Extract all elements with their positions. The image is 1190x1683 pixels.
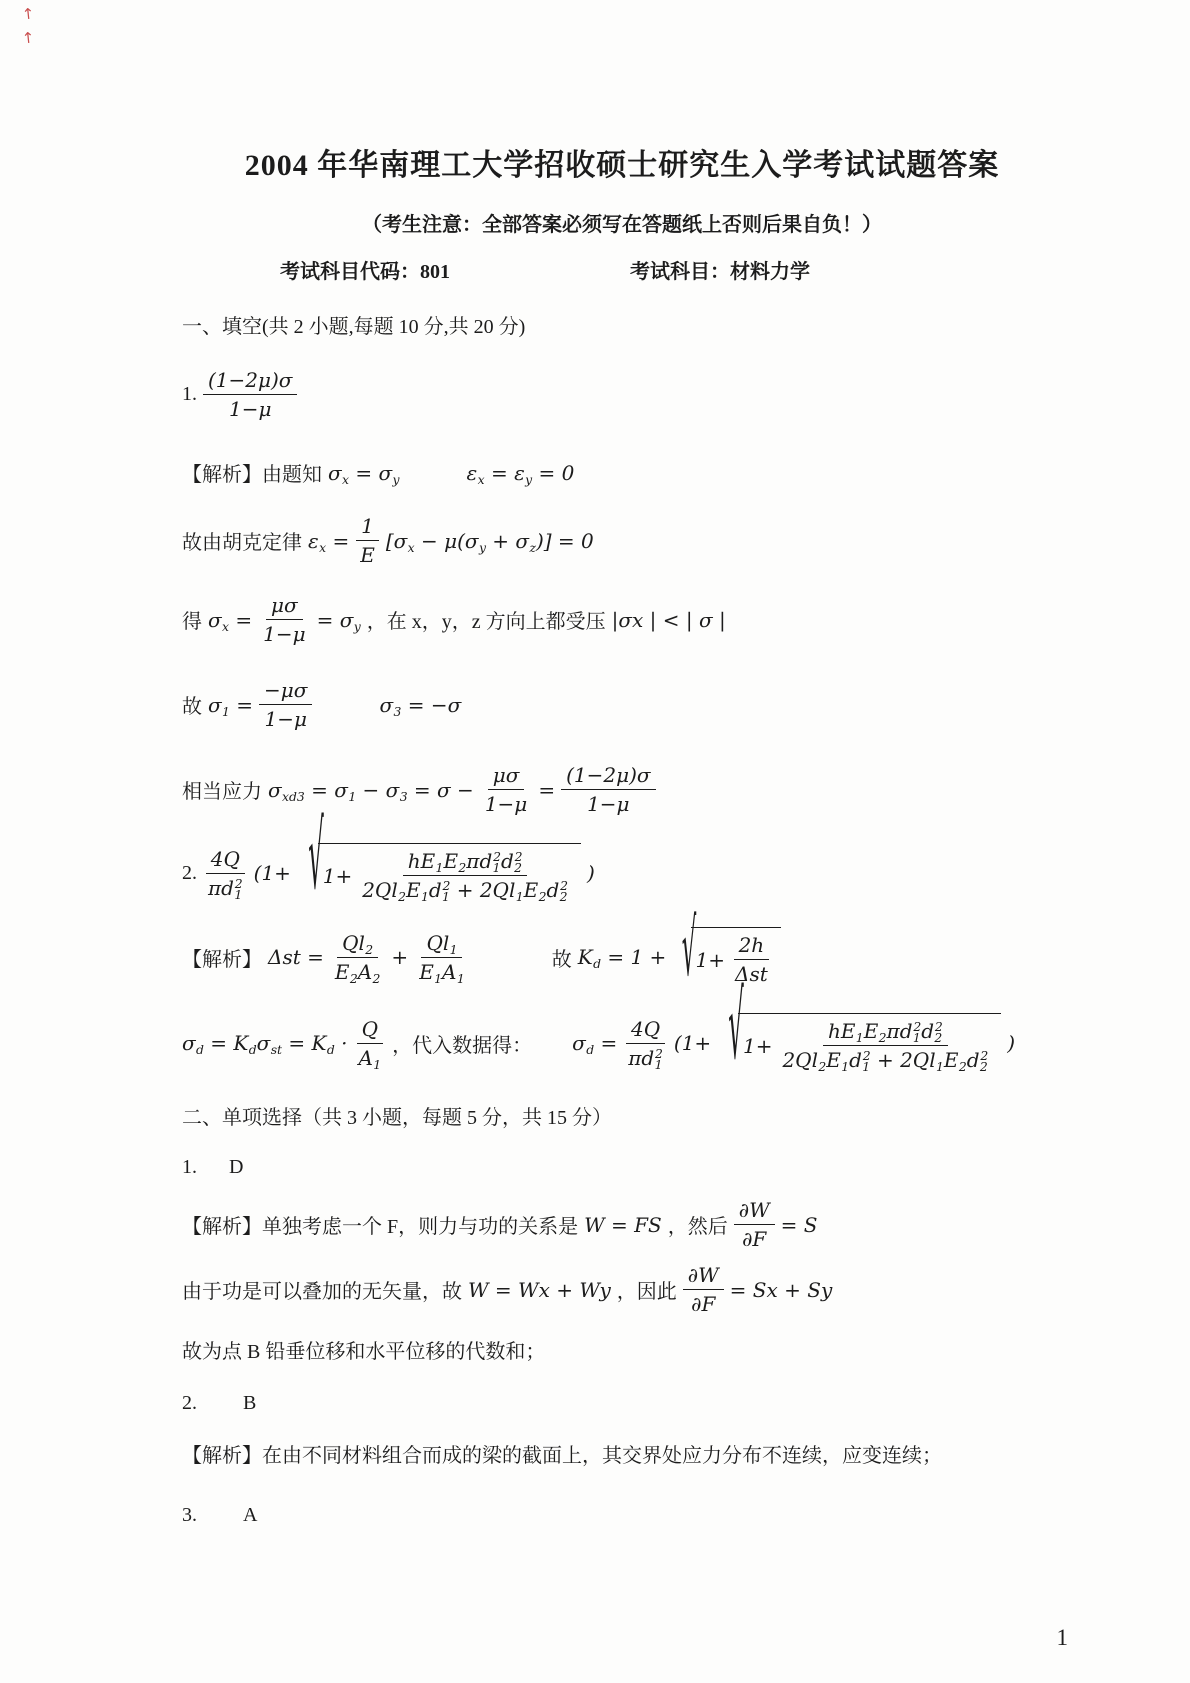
fraction [480, 762, 532, 817]
analysis-line [182, 592, 1062, 647]
equation: $\sigma_3 = -\sigma$ [379, 692, 462, 719]
fraction-denominator: $A_1$ [358, 1045, 382, 1072]
equation: $\sigma_d = K_d\sigma_{st} = K_d$ · [182, 1031, 348, 1058]
fraction-numerator: (1−2μ)σ [203, 367, 297, 395]
analysis-prefix: 【解析】由题知 [182, 464, 322, 486]
subject-code: 考试科目代码：801 [280, 261, 450, 283]
fraction-denominator: Δst [735, 962, 768, 986]
page-number: 1 [1056, 1625, 1068, 1650]
fraction-denominator: $2Ql_2E_1d_1^2 + 2Ql_1E_2d_2^2$ [782, 1048, 989, 1075]
fraction-numerator: −μσ [259, 677, 312, 705]
fraction [259, 677, 312, 732]
fraction-denominator: 1−μ [228, 397, 272, 421]
fraction-numerator: 4Q [626, 1016, 665, 1044]
analysis-prefix: 故由胡克定律 [182, 532, 302, 554]
fraction [414, 930, 470, 985]
equation: Δst = [268, 945, 324, 969]
fraction [623, 1016, 668, 1071]
analysis-text: ，因此 [616, 1281, 677, 1303]
analysis-line [182, 1197, 1062, 1252]
radicand-lead: 1+ [322, 863, 353, 888]
fraction-numerator: (1−2μ)σ [561, 762, 655, 790]
fraction-denominator: $\pi d_1^2$ [208, 875, 243, 902]
fraction-numerator: μσ [488, 762, 525, 790]
answer-letter: B [243, 1392, 257, 1414]
fraction-denominator: 1−μ [484, 792, 528, 816]
choice-answer-2 [182, 1392, 1062, 1415]
fraction-numerator: $hE_1E_2\pi d_1^2d_2^2$ [403, 848, 528, 876]
fraction [330, 930, 386, 985]
subject-row [182, 255, 1062, 284]
answer-letter: A [243, 1504, 258, 1526]
analysis-prefix: 故 [182, 696, 202, 718]
close-paren: ) [586, 861, 595, 885]
question-number: 1. [182, 1156, 197, 1178]
red-mark-icon: ↑ [21, 4, 36, 24]
analysis-line [182, 513, 1062, 568]
analysis-prefix: 由于功是可以叠加的无矢量，故 [182, 1281, 462, 1303]
analysis-prefix: 相当应力 [182, 781, 262, 803]
analysis-line [182, 458, 1062, 487]
fraction-denominator: $\pi d_1^2$ [628, 1045, 663, 1072]
analysis-text: ，代入数据得： [392, 1034, 533, 1057]
equation: $K_d = 1$ + [577, 945, 667, 972]
fraction [683, 1262, 724, 1317]
document-content [182, 0, 1062, 1527]
fraction-denominator: 1−μ [264, 707, 307, 731]
analysis-text: 故 [551, 948, 572, 971]
choice-answer-1 [182, 1156, 1062, 1179]
fraction-numerator: 4Q [206, 846, 245, 874]
open-paren: (1+ [253, 861, 291, 885]
fraction-numerator: 1 [356, 513, 379, 541]
question-1-answer [182, 367, 1062, 422]
equation: $\varepsilon_x$ = [308, 528, 350, 555]
equation: $\sigma_1$ = [208, 692, 254, 719]
section-2-heading: 二、单项选择（共 3 小题，每题 5 分，共 15 分） [182, 1107, 612, 1129]
fraction-numerator: $Ql_1$ [421, 930, 462, 958]
question-number: 2. [182, 861, 197, 884]
analysis-text: 故为点 B 铅垂位移和水平位移的代数和； [182, 1341, 546, 1363]
fraction-numerator: $hE_1E_2\pi d_1^2d_2^2$ [823, 1018, 948, 1046]
fraction-numerator: 2h [734, 932, 770, 960]
square-root [672, 902, 780, 994]
analysis-line [182, 1262, 1062, 1317]
fraction-numerator: $Ql_2$ [337, 930, 378, 958]
equation: = Sx + Sy [729, 1277, 833, 1302]
subject-name: 考试科目：材料力学 [630, 261, 810, 283]
equation: W = FS [584, 1212, 662, 1237]
answer-letter: D [229, 1156, 244, 1178]
fraction-numerator: ∂W [683, 1262, 724, 1290]
equation: $\sigma_{xd3} = \sigma_1 - \sigma_3 = \sigma$ − [268, 777, 474, 804]
equation: $\varepsilon_x = \varepsilon_y = 0$ [466, 460, 575, 487]
fraction [734, 1197, 775, 1252]
fraction-numerator: ∂W [734, 1197, 775, 1225]
question-number: 3. [182, 1504, 197, 1526]
question-number: 1. [182, 383, 197, 405]
equation: = $\sigma_y$ [316, 607, 361, 634]
analysis-prefix: 得 [182, 611, 202, 633]
fraction [203, 367, 297, 422]
fraction-denominator: E [360, 543, 375, 567]
fraction-numerator: μσ [266, 592, 303, 620]
equation: $[\sigma_x - \mu(\sigma_y + \sigma_z)] = 0$ [385, 528, 594, 555]
open-paren: (1+ [673, 1031, 712, 1055]
analysis-prefix: 【解析】 [182, 948, 262, 971]
analysis-text: 【解析】在由不同材料组合而成的梁的截面上，其交界处应力分布不连续，应变连续； [182, 1445, 942, 1467]
scan-artifact-marks [22, 2, 35, 50]
fraction-denominator: $2Ql_2E_1d_1^2 + 2Ql_1E_2d_2^2$ [362, 878, 568, 905]
radicand-lead: 1+ [742, 1033, 773, 1058]
exam-notice: （考生注意：全部答案必须写在答题纸上否则后果自负！） [362, 214, 882, 236]
equals-sign: = [538, 777, 556, 802]
fraction [561, 762, 655, 817]
analysis-text: ，然后 [667, 1216, 728, 1238]
fraction [777, 1018, 993, 1073]
radical-icon: √ [728, 971, 744, 1080]
analysis-line [182, 902, 1062, 994]
radicand-lead: 1+ [695, 947, 726, 972]
fraction-numerator: Q [357, 1016, 383, 1044]
fraction-denominator: $E_1A_1$ [419, 959, 465, 986]
analysis-line [182, 677, 1062, 732]
plus-sign: + [391, 945, 409, 969]
fraction [357, 848, 573, 903]
equation: |σx | < | σ | [611, 607, 726, 632]
analysis-prefix: 【解析】单独考虑一个 F，则力与功的关系是 [182, 1216, 579, 1238]
fraction-denominator: 1−μ [263, 622, 306, 646]
equation: = S [780, 1212, 818, 1237]
fraction [203, 846, 248, 901]
equation: $\sigma_x$ = [208, 607, 253, 634]
red-mark-icon: ↑ [21, 28, 36, 48]
fraction-denominator: ∂F [691, 1292, 716, 1316]
fraction-denominator: 1−μ [587, 792, 630, 816]
radical-icon: √ [682, 902, 697, 994]
fraction [355, 513, 380, 568]
radical-icon: √ [308, 801, 324, 910]
equation: W = Wx + Wy [468, 1277, 611, 1302]
fraction [353, 1016, 386, 1071]
choice-answer-3 [182, 1504, 1062, 1527]
fraction-denominator: ∂F [742, 1227, 767, 1251]
analysis-text: ，在 x，y，z 方向上都受压 [366, 611, 606, 633]
fraction-denominator: $E_2A_2$ [334, 959, 381, 986]
fraction [258, 592, 310, 647]
equation: $\sigma_x = \sigma_y$ [328, 460, 400, 487]
close-paren: ) [1007, 1031, 1016, 1055]
equation: $\sigma_d$ = [572, 1031, 618, 1058]
page-title: 2004 年华南理工大学招收硕士研究生入学考试试题答案 [244, 149, 1000, 182]
question-number: 2. [182, 1392, 197, 1414]
section-1-heading: 一、填空(共 2 小题,每题 10 分,共 20 分) [182, 316, 526, 338]
